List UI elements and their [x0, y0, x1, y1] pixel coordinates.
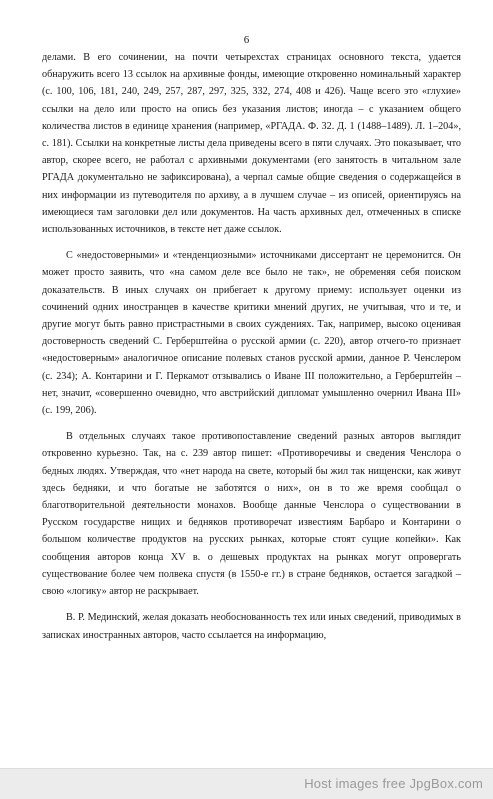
body-text	[42, 49, 461, 653]
paragraph-3: В отдельных случаях такое противопоставление сведений разных авторов выглядит откровенно курьезно. Так, на с. 239 автор пишет: «Противоречивы и сведения Ченслора о бедных людях. Утверждая, что «нет народа на свете, который бы жил так нищенски, как живут здесь бедняки, и что богатые не заботятся о них», он в то же время сообщал о благотворительной деятельности монахов. Вообще данные Ченслора о существовании в Русском государстве нищих и бедняков противоречат известиям Барбаро и Контарини о большом количестве продуктов на русских рынках, которые стоят сущие копейки». Как сообщения авторов конца XV в. о дешевых продуктах на рынках могут опровергать существование более чем полвека спустя (в 1550-е гг.) в стране бедняков, остается загадкой – свою «логику» автор не раскрывает.	[42, 431, 461, 598]
page-number: 6	[243, 34, 250, 46]
paragraph-1: делами. В его сочинении, на почти четырехстах страницах основного текста, удается обнаружить всего 13 ссылок на архивные фонды, имеющие откровенно номинальный характер (с. 100, 106, 181, 240, 249, 257, 287, 297, 325, 332, 274, 408 и 426). Чаще всего это «глухие» ссылки на дело или просто на опись без указания листов; иногда – с указанием общего количества листов в единице хранения (например, «РГАДА. Ф. 32. Д. 1 (1488–1489). Л. 1–204», с. 181). Ссылки на конкретные листы дела приведены всего в пяти случаях. Это показывает, что автор, скорее всего, не работал с архивными документами (его занятость в читальном зале РГАДА документально не зафиксирована), а черпал самые общие сведения о содержащейся в них информации из путеводителя по архиву, а в лучшем случае – из описей, ориентируясь на имеющиеся там заголовки дел или документов. На часть архивных дел, отмеченных в списке использованных источников, в тексте нет даже ссылок.	[42, 52, 461, 236]
watermark-text: Host images free JpgBox.com	[304, 776, 483, 791]
paragraph-4: В. Р. Мединский, желая доказать необоснованность тех или иных сведений, приводимых в записках иностранных авторов, часто ссылается на информацию,	[42, 612, 461, 641]
paragraph-2: С «недостоверными» и «тенденциозными» источниками диссертант не церемонится. Он может просто заявить, что «на самом деле все было не так», не обременяя себя поиском доказательств. В иных случаях он прибегает к другому приему: использует оценки из сочинений одних иностранцев в качестве критики мнений других, не учитывая, что и те, и другие могут быть равно пристрастными в своих суждениях. Так, например, высоко оценивая достоверность сведений С. Герберштейна о русской армии (с. 220), автор отчего-то признает «недостоверным» аналогичное описание полевых станов русской армии, данное Р. Ченслером (с. 234); А. Контарини и Г. Перкамот отзывались о Иване III положительно, а Герберштейн – нет, значит, «совершенно очевидно, что австрийский дипломат умышленно очернил Ивана III» (с. 199, 206).	[42, 250, 461, 417]
image-host-footer	[0, 768, 493, 799]
